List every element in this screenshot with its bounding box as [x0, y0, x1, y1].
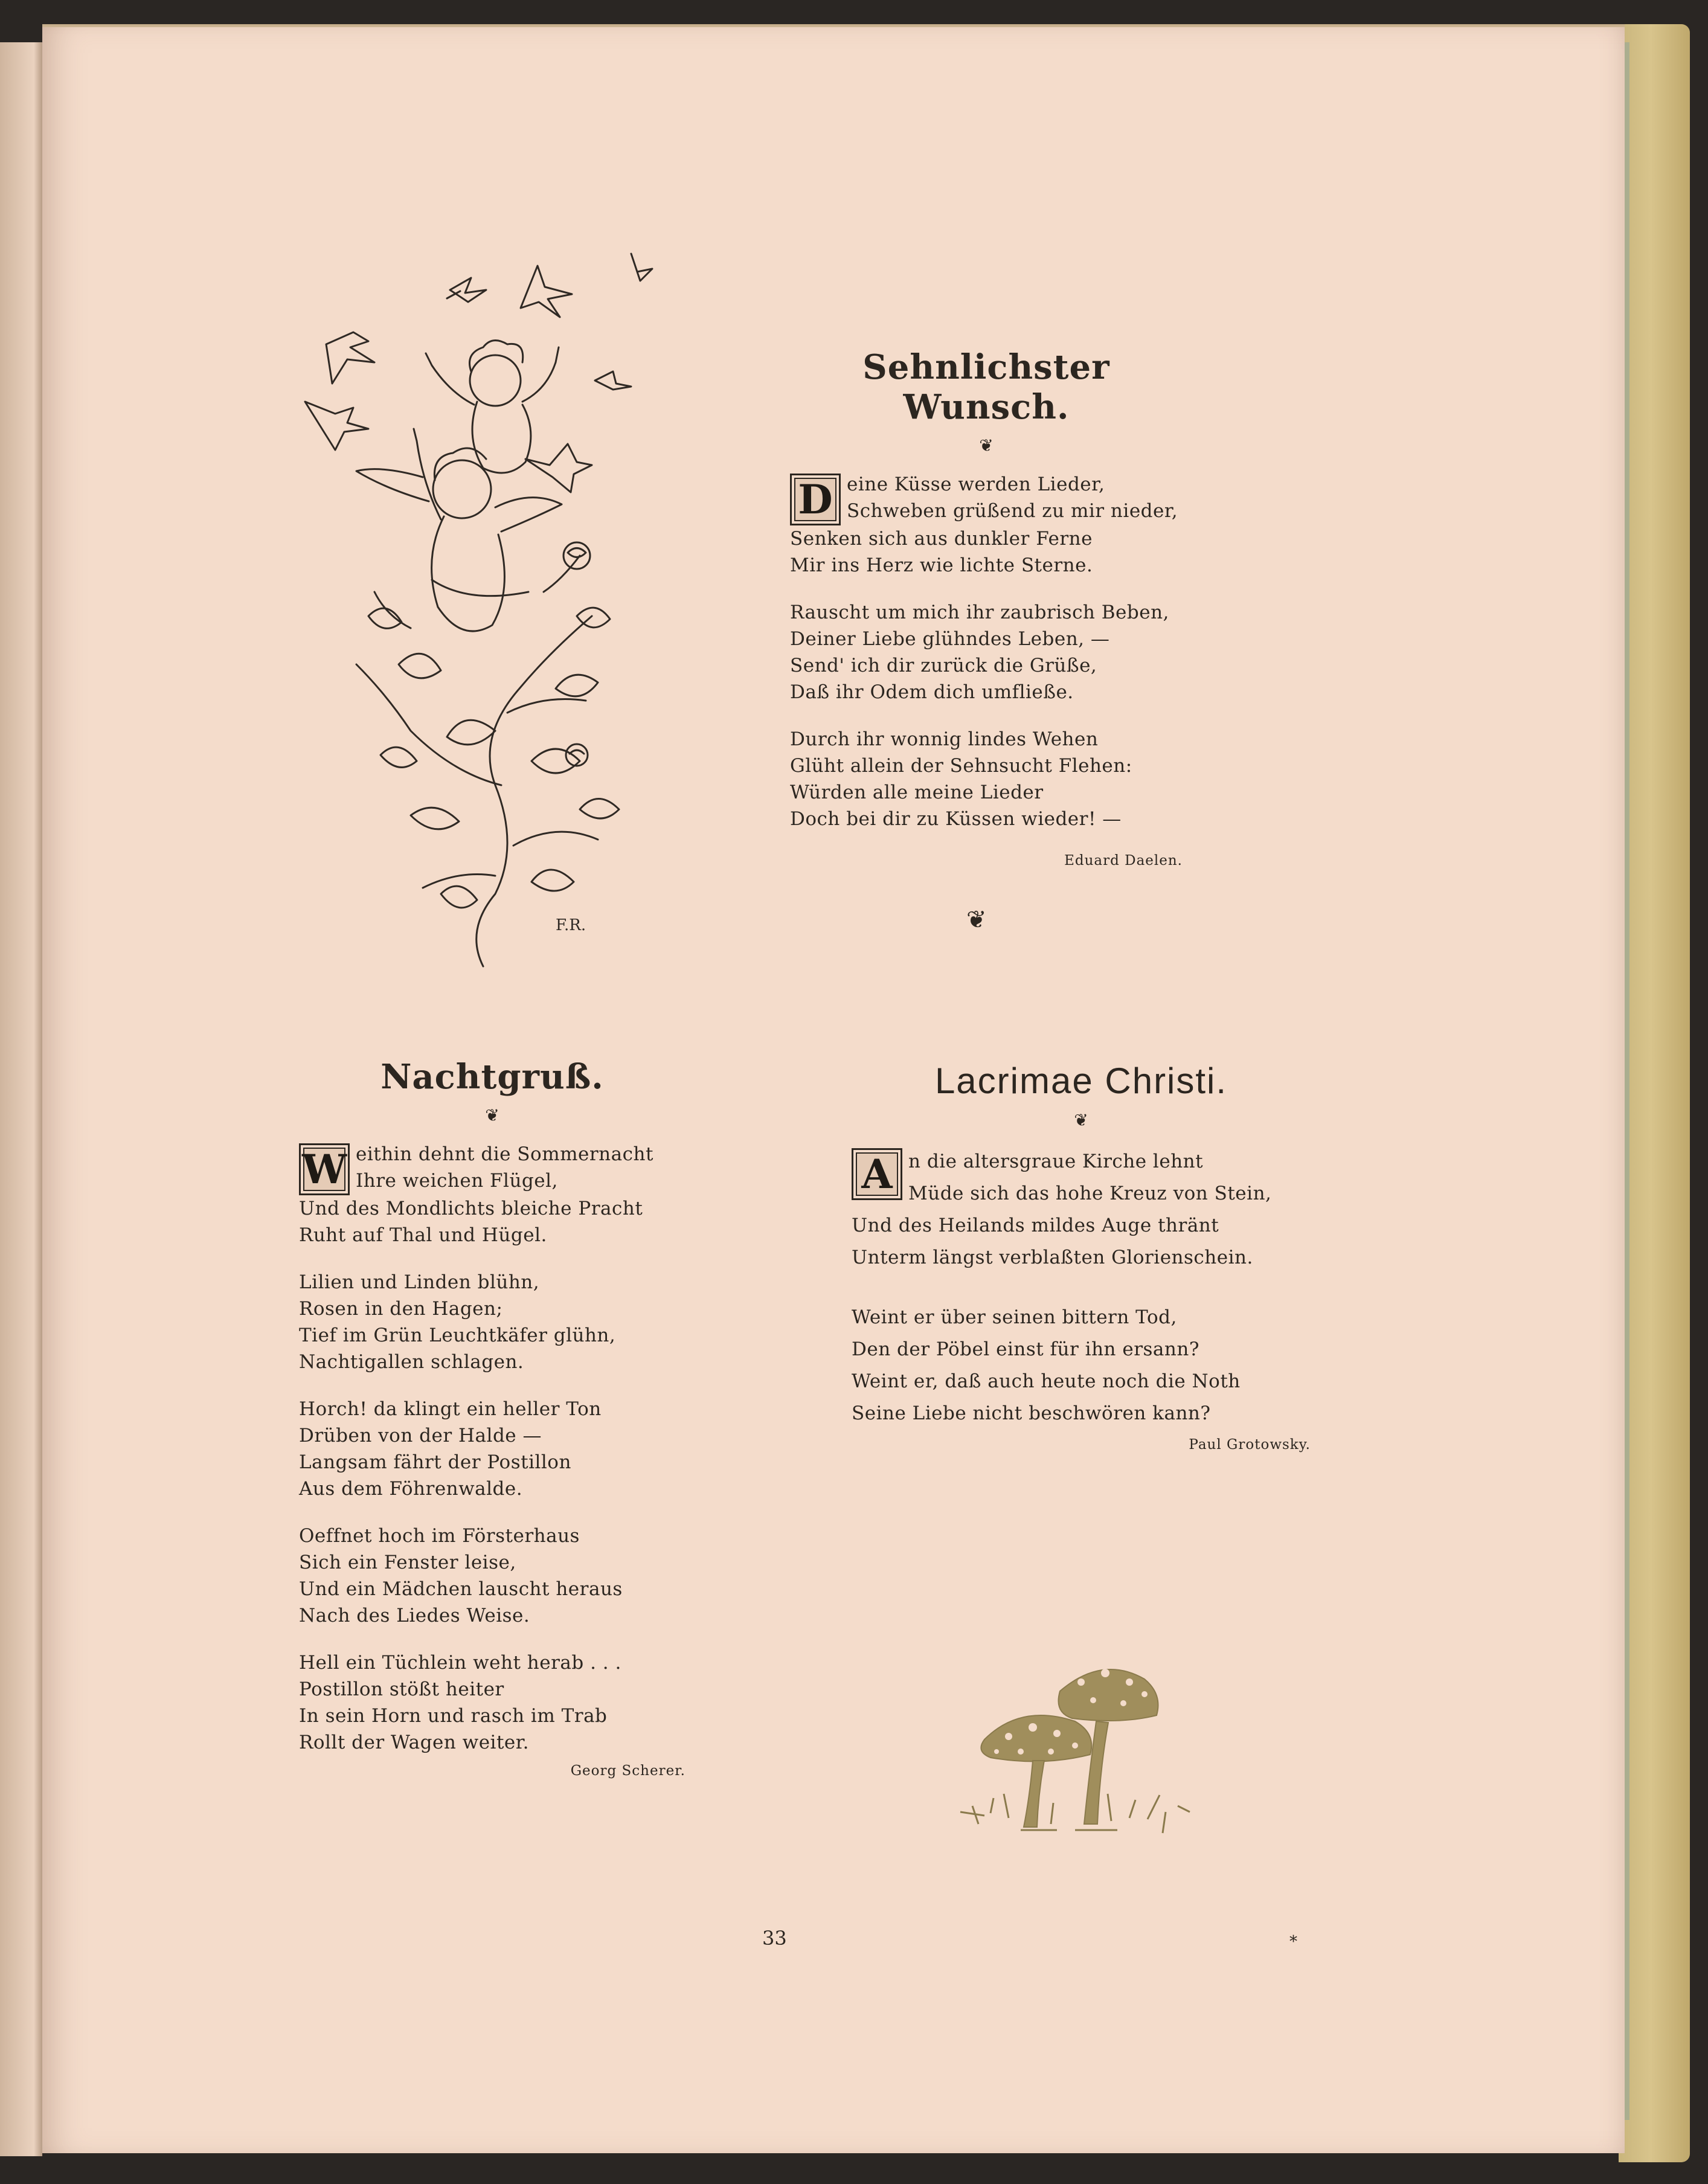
grass-tufts — [960, 1794, 1190, 1833]
mushrooms-illustration — [954, 1655, 1220, 1854]
bird-icon — [447, 278, 486, 302]
verse-line: Doch bei dir zu Küssen wieder! — — [790, 808, 1122, 830]
poem-author: Georg Scherer. — [570, 1763, 685, 1779]
page-number: 33 — [762, 1927, 787, 1950]
poem-author: Paul Grotowsky. — [1189, 1437, 1311, 1453]
verse-line: Horch! da klingt ein heller Ton — [299, 1398, 602, 1420]
verse-line: Lilien und Linden blühn, — [299, 1271, 540, 1293]
rose-icon — [563, 542, 590, 569]
drop-cap: D — [790, 474, 841, 525]
verse-line: In sein Horn und rasch im Trab — [299, 1705, 608, 1727]
fleuron-icon: ❦ — [485, 1105, 499, 1125]
stanza — [790, 726, 1183, 832]
poem-sehnlichster-wunsch — [790, 347, 1183, 869]
verse-line: Seine Liebe nicht beschwören kann? — [852, 1402, 1211, 1424]
stanza — [790, 471, 1183, 579]
verse-line: Glüht allein der Sehnsucht Flehen: — [790, 755, 1132, 777]
cherub-upper — [426, 341, 559, 473]
bird-icon — [326, 332, 374, 384]
verse-line: Oeffnet hoch im Försterhaus — [299, 1525, 580, 1547]
verse-line: Senken sich aus dunkler Ferne — [790, 528, 1093, 550]
mushroom-stem-icon — [1024, 1761, 1044, 1827]
fleuron-icon: ❦ — [979, 435, 994, 455]
vine-branches — [356, 556, 598, 966]
poem-author: Eduard Daelen. — [1064, 853, 1183, 869]
signature-mark: * — [1289, 1933, 1297, 1951]
bird-icon — [595, 371, 631, 390]
verse-line: Weint er, daß auch heute noch die Noth — [852, 1370, 1241, 1392]
verse-line: Send' ich dir zurück die Grüße, — [790, 655, 1097, 676]
verse-line: Postillon stößt heiter — [299, 1678, 504, 1700]
fleuron-divider-icon: ❦ — [966, 906, 987, 934]
verse-line: Und ein Mädchen lauscht heraus — [299, 1578, 623, 1600]
cover-board-edge — [1625, 42, 1629, 2120]
verse-line: Weint er über seinen bittern Tod, — [852, 1306, 1177, 1328]
drop-cap: A — [852, 1148, 902, 1200]
cherub-lower — [356, 429, 562, 631]
verse-line: Rollt der Wagen weiter. — [299, 1732, 530, 1753]
poem-title: Sehnlichster Wunsch. — [862, 347, 1110, 427]
fleuron-icon: ❦ — [1074, 1110, 1088, 1130]
illustrator-signature: F.R. — [556, 916, 586, 934]
verse-line: Rosen in den Hagen; — [299, 1298, 503, 1320]
verse-line: Drüben von der Halde — — [299, 1425, 542, 1447]
bird-icon — [305, 402, 368, 450]
book-page — [42, 27, 1625, 2153]
verse-line: Nach des Liedes Weise. — [299, 1605, 530, 1627]
verse-line: Daß ihr Odem dich umfließe. — [790, 681, 1074, 703]
stanza — [299, 1649, 685, 1756]
verse-line: eine Küsse werden Lieder, — [847, 474, 1105, 495]
facing-page-edge — [0, 42, 42, 2156]
drop-cap: W — [299, 1143, 350, 1195]
stanza — [299, 1269, 685, 1375]
mushroom-cap-icon — [981, 1715, 1091, 1761]
verse-line: Den der Pöbel einst für ihn ersann? — [852, 1338, 1199, 1360]
stanza — [852, 1146, 1311, 1274]
verse-line: Ihre weichen Flügel, — [356, 1170, 558, 1192]
bird-icon — [631, 254, 652, 281]
verse-line: Unterm längst verblaßten Glorienschein. — [852, 1247, 1253, 1268]
poem-title: Lacrimae Christi. — [934, 1061, 1228, 1101]
verse-line: Würden alle meine Lieder — [790, 782, 1044, 803]
verse-line: Langsam fährt der Postillon — [299, 1451, 571, 1473]
verse-line: Tief im Grün Leuchtkäfer glühn, — [299, 1325, 616, 1346]
stanza — [299, 1141, 685, 1248]
rose-icon — [566, 744, 588, 766]
verse-line: Hell ein Tüchlein weht herab . . . — [299, 1652, 621, 1674]
poem-nachtgruss — [299, 1057, 685, 1779]
poem-title: Nachtgruß. — [380, 1057, 604, 1097]
verse-line: Sich ein Fenster leise, — [299, 1552, 516, 1573]
verse-line: Aus dem Föhrenwalde. — [299, 1478, 523, 1500]
leaves — [368, 608, 619, 908]
bird-icon — [525, 444, 592, 492]
bird-icon — [521, 266, 572, 317]
verse-line: Mir ins Herz wie lichte Sterne. — [790, 554, 1093, 576]
verse-line: Und des Mondlichts bleiche Pracht — [299, 1198, 643, 1219]
stanza — [790, 599, 1183, 705]
verse-line: Ruht auf Thal und Hügel. — [299, 1224, 547, 1246]
verse-line: n die altersgraue Kirche lehnt — [908, 1151, 1204, 1172]
verse-line: Schweben grüßend zu mir nieder, — [847, 500, 1178, 522]
poem-lacrimae-christi — [852, 1060, 1311, 1453]
stanza — [299, 1396, 685, 1502]
verse-line: Müde sich das hohe Kreuz von Stein, — [908, 1183, 1272, 1204]
stanza — [299, 1523, 685, 1629]
cherubs-illustration — [302, 242, 664, 978]
verse-line: Rauscht um mich ihr zaubrisch Beben, — [790, 602, 1169, 623]
verse-line: Und des Heilands mildes Auge thränt — [852, 1215, 1219, 1236]
stanza — [852, 1302, 1311, 1430]
verse-line: eithin dehnt die Sommernacht — [356, 1143, 653, 1165]
verse-line: Durch ihr wonnig lindes Wehen — [790, 728, 1099, 750]
verse-line: Nachtigallen schlagen. — [299, 1351, 524, 1373]
verse-line: Deiner Liebe glühndes Leben, — — [790, 628, 1110, 650]
